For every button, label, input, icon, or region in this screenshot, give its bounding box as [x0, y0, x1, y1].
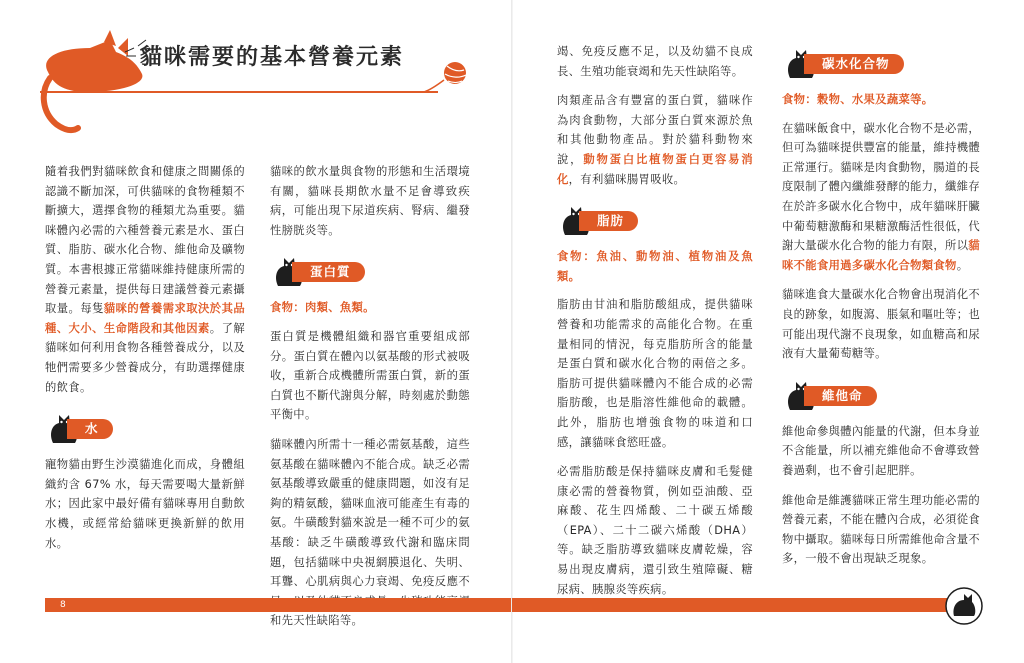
protein-highlight: 動物蛋白比植物蛋白更容易消化 [557, 152, 753, 186]
intro-text-b: 。了解貓咪如何利用食物各種營養成分，以及牠們需要多少營養成分，有助選擇健康的飲食。 [45, 321, 245, 394]
fat-food: 食物：魚油、動物油、植物油及魚類。 [557, 250, 753, 283]
protein-continued-paragraph: 竭、免疫反應不足，以及幼貓不良成長、生殖功能衰竭和先天性缺陷等。 [557, 45, 753, 78]
water-heading-label: 水 [67, 419, 113, 439]
fat-paragraph-1: 脂肪由甘油和脂肪酸組成，提供貓咪營養和功能需求的高能化合物。在重量相同的情況，每克脂肪所含的能量是蛋白質和碳水化合物的兩倍之多。脂肪可提供貓咪體內不能合成的必需脂肪酸，也是脂溶性維他命的載體。此外，脂肪也增強食物的味道和口感，讓貓咪食慾旺盛。 [557, 298, 753, 449]
protein-p3-text-b: ，有利貓咪腸胃吸收。 [568, 172, 686, 186]
protein-paragraph-1: 蛋白質是機體組織和器官重要組成部分。蛋白質在體內以氨基酸的形式被吸收，重新合成機體所需蛋白質，新的蛋白質也不斷代謝與分解，時刻處於動態平衡中。 [270, 329, 470, 422]
intro-text-a: 隨着我們對貓咪飲食和健康之間關係的認識不斷加深，可供貓咪的食物種類不斷擴大，選擇食物的種類尤為重要。貓咪體內必需的六種營養元素是水、蛋白質、脂肪、碳水化合物、維他命及礦物質。本書根據正常貓咪維持健康所需的營養元素量，提供每日建議營養元素攝取量。每隻 [45, 165, 245, 316]
vitamin-heading-label: 維他命 [804, 386, 877, 406]
vitamin-paragraph-2: 維他命是維護貓咪正常生理功能必需的營養元素，不能在體內合成，必須從食物中攝取。貓咪每日所需維他命含量不多，一般不會出現缺乏現象。 [782, 493, 980, 566]
cat-on-title-illustration [0, 0, 512, 150]
water-continued-paragraph: 貓咪的飲水量與食物的形態和生活環境有關，貓咪長期飲水量不足會導致疾病，可能出現下尿道疾病、腎病、繼發性膀胱炎等。 [270, 165, 470, 237]
carb-heading-label: 碳水化合物 [804, 54, 904, 74]
fat-heading-label: 脂肪 [579, 211, 638, 231]
protein-heading [270, 250, 470, 288]
column-3 [557, 42, 753, 609]
intro-highlight: 貓咪的營養需求取決於其品種、大小、生命階段和其他因素 [45, 302, 245, 335]
column-4 [782, 42, 980, 579]
page-number-badge [944, 586, 984, 626]
protein-paragraph-2: 貓咪體內所需十一種必需氨基酸，這些氨基酸在貓咪體內不能合成。缺乏必需氨基酸導致嚴重的健康問題，如沒有足夠的精氨酸，貓咪血液可能產生有毒的氨。牛磺酸對貓來說是一種不可少的氨基酸：缺乏牛磺酸導致代謝和臨床問題，包括貓咪中央視網膜退化、失明、耳聾、心肌病與心力衰竭、免疫反應不 和先天性缺陷等。 [270, 437, 470, 628]
protein-heading-label: 蛋白質 [292, 262, 365, 282]
page-title: 貓咪需要的基本營養元素 [140, 44, 405, 70]
carb-food: 食物：穀物、水果及蔬菜等。 [782, 93, 934, 106]
carb-paragraph-2: 貓咪進食大量碳水化合物會出現消化不良的跡象，如腹瀉、脹氣和嘔吐等；也可能出現代謝不良現象，如血糖高和尿液有大量葡萄糖等。 [782, 288, 980, 361]
carb-p1-text-b: 。 [956, 258, 969, 272]
vitamin-heading [782, 374, 980, 412]
water-heading [45, 407, 245, 445]
vitamin-paragraph-1: 維他命參與體內能量的代謝，但本身並不含能量，所以補充維他命不會導致營養過剩，也不會引起肥胖。 [782, 424, 980, 477]
carb-p1-text-a: 在貓咪飯食中，碳水化合物不是必需，但可為貓咪提供豐富的能量，維持機體正常運行。貓咪是肉食動物，腸道的長度限制了體內纖維發酵的能力，纖維存在於許多碳水化合物中，成年貓咪肝臟中葡萄糖激酶和果糖激酶活性很低，代謝大量碳水化合物的能力有限，所以 [782, 121, 980, 253]
page-number-right: 9 [958, 608, 965, 619]
protein-paragraph-3 [557, 91, 753, 189]
fat-heading [557, 199, 753, 237]
protein-food: 食物：肉類、魚類。 [270, 301, 375, 315]
carb-paragraph-1 [782, 119, 980, 276]
right-page [512, 0, 1024, 663]
carb-highlight: 貓咪不能食用過多碳水化合物類食物 [782, 239, 981, 272]
water-paragraph: 寵物貓由野生沙漠貓進化而成，身體組織約含 67% 水，每天需要喝大量新鮮水；因此家中最好備有貓咪專用自動飲水機，或經常給貓咪更換新鮮的飲用水。 [45, 458, 245, 550]
protein-p3-text-a: 肉類產品含有豐富的蛋白質，貓咪作為肉食動物，大部分蛋白質來源於魚和其他動物產品。對於貓科動物來說， [557, 94, 753, 166]
fat-paragraph-2: 必需脂肪酸是保持貓咪皮膚和毛髮健康必需的營養物質，例如亞油酸、亞麻酸、花生四烯酸、二十碳五烯酸（EPA）、二十二碳六烯酸（DHA）等。缺乏脂肪導致貓咪皮膚乾燥，容易出現皮膚病，還引致生殖障礙、糖尿病、胰腺炎等疾病。 [557, 465, 753, 596]
carb-heading [782, 42, 980, 80]
column-1 [45, 162, 245, 563]
intro-paragraph [45, 162, 245, 397]
column-2 [270, 162, 470, 628]
footer-bar-left [45, 598, 512, 612]
footer-bar-right [512, 598, 952, 612]
page-number-left: 8 [60, 600, 66, 610]
